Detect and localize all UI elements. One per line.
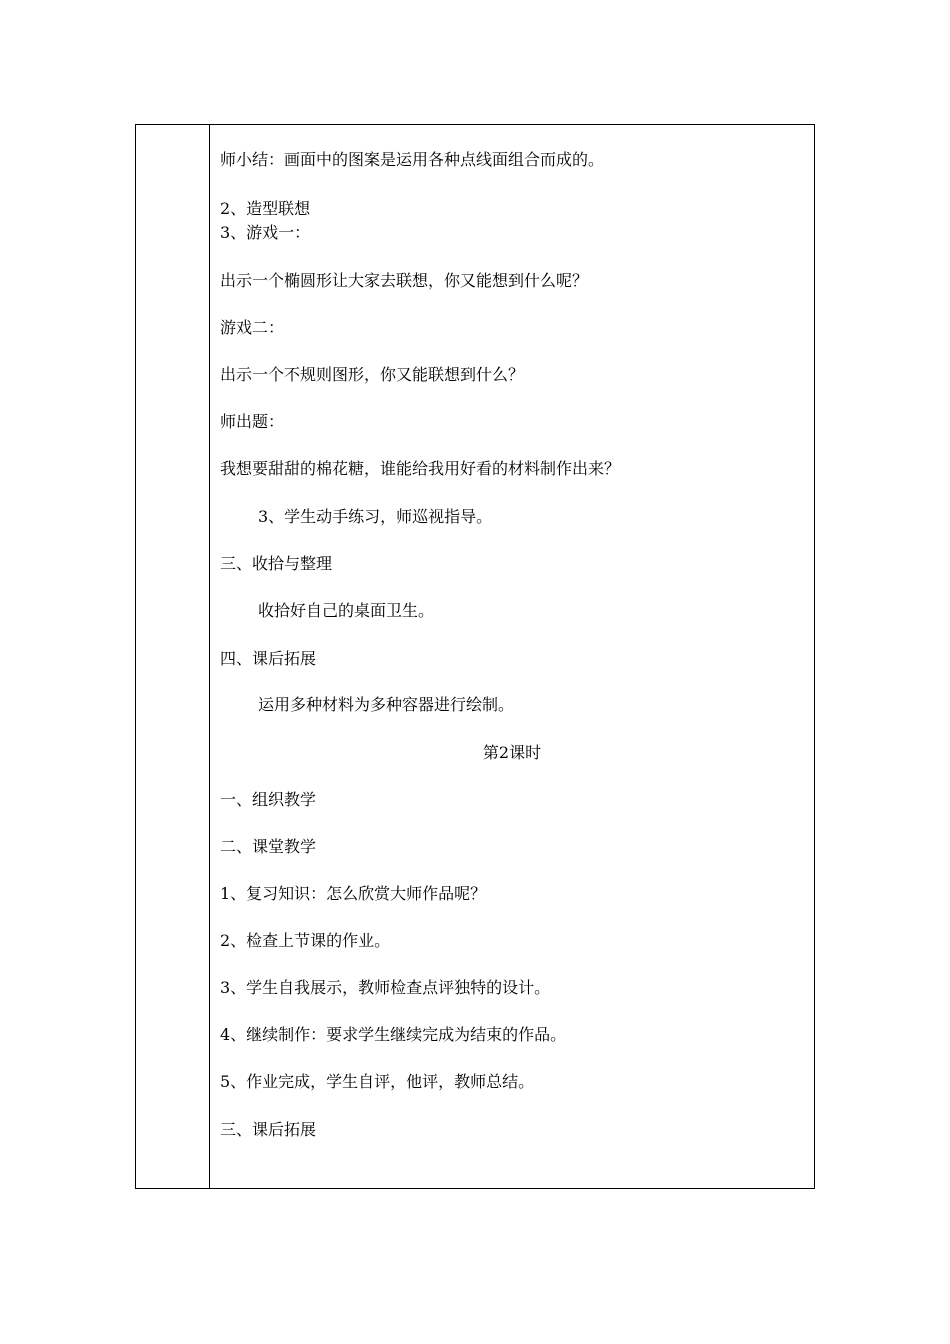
content-cell: [210, 125, 814, 1188]
game-one-heading: 3、游戏一：: [220, 223, 311, 242]
step-review-knowledge: 1、复习知识：怎么欣赏大师作品呢？: [220, 884, 487, 903]
section-extension-heading: 四、课后拓展: [220, 649, 317, 668]
final-extension-heading: 三、课后拓展: [220, 1120, 317, 1139]
game-one-text: 出示一个椭圆形让大家去联想，你又能想到什么呢？: [220, 271, 589, 290]
summary-line: 师小结：画面中的图案是运用各种点线面组合而成的。: [220, 150, 605, 169]
teacher-question-heading: 师出题：: [220, 412, 285, 431]
step-continue-making: 4、继续制作：要求学生继续完成为结束的作品。: [220, 1025, 567, 1044]
step-check-homework: 2、检查上节课的作业。: [220, 931, 391, 950]
tidy-text: 收拾好自己的桌面卫生。: [258, 601, 435, 620]
lesson-two-title: 第2课时: [482, 743, 542, 762]
game-two-heading: 游戏二：: [220, 318, 285, 337]
teacher-question-text: 我想要甜甜的棉花糖，谁能给我用好看的材料制作出来？: [220, 459, 621, 478]
step-student-showcase: 3、学生自我展示，教师检查点评独特的设计。: [220, 978, 551, 997]
step-homework-evaluation: 5、作业完成，学生自评，他评，教师总结。: [220, 1072, 535, 1091]
lesson-plan-table: [135, 124, 815, 1189]
extension-text: 运用多种材料为多种容器进行绘制。: [258, 695, 515, 714]
left-column-cell: [136, 125, 210, 1188]
game-two-text: 出示一个不规则图形，你又能联想到什么？: [220, 365, 525, 384]
organize-teaching-heading: 一、组织教学: [220, 790, 317, 809]
section-tidy-heading: 三、收拾与整理: [220, 554, 333, 573]
shape-association-heading: 2、造型联想: [220, 199, 311, 218]
student-practice-line: 3、学生动手练习，师巡视指导。: [258, 507, 493, 526]
classroom-teaching-heading: 二、课堂教学: [220, 837, 317, 856]
